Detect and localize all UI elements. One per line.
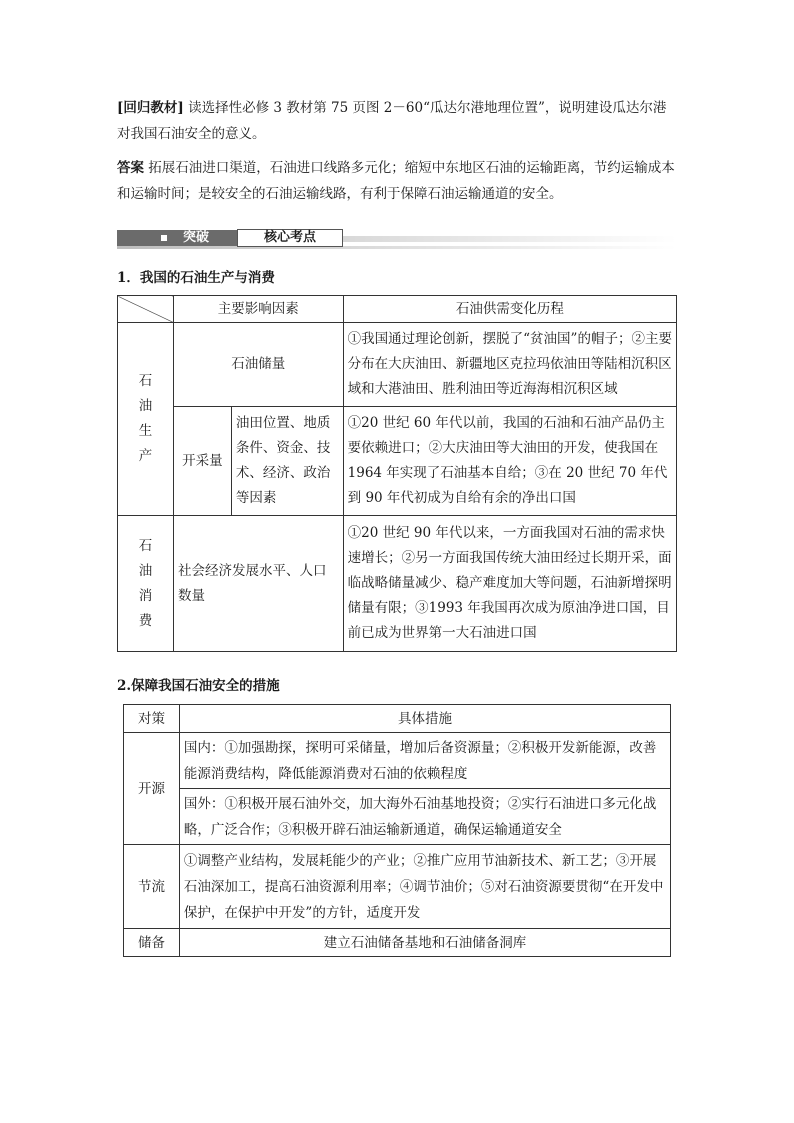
banner-dark-label: 突破	[183, 230, 210, 245]
answer-paragraph	[117, 155, 677, 207]
header-factor: 主要影响因素	[173, 296, 343, 323]
review-text: 读选择性必修 3 教材第 75 页图 2－60“瓜达尔港地理位置”，说明建设瓜达尔港对我国石油安全的意义。	[117, 100, 667, 142]
banner-light-label: 核心考点	[237, 229, 343, 247]
measures-open-foreign: 国外：①积极开展石油外交，加大海外石油基地投资；②实行石油进口多元化战略，广泛合作；③积极开辟石油运输新通道，确保运输通道安全	[179, 789, 670, 845]
header-measures: 具体措施	[179, 705, 670, 733]
heading-oil-production-consumption: 1．我国的石油生产与消费	[117, 270, 275, 286]
header-policy: 对策	[124, 705, 180, 733]
policy-save: 节流	[124, 845, 180, 929]
oil-production-consumption-table	[117, 295, 677, 652]
table-row	[118, 323, 677, 407]
review-paragraph	[117, 95, 677, 147]
heading-oil-security: 2.保障我国石油安全的措施	[117, 678, 280, 694]
table-row	[124, 705, 671, 733]
review-tag: [回归教材]	[117, 100, 184, 116]
history-consumption: ①20 世纪 90 年代以来，一方面我国对石油的需求快速增长；②另一方面我国传统大油田经过长期开采，面临战略储量减少、稳产难度加大等问题，石油新增探明储量有限；③1993 年我国再次成为原油净进口国，目前已成为世界第一大石油进口国	[343, 516, 676, 652]
banner-rule	[343, 236, 677, 242]
measures-open-domestic: 国内：①加强勘探，探明可采储量，增加后备资源量；②积极开发新能源，改善能源消费结构，降低能源消费对石油的依赖程度	[179, 733, 670, 789]
row-label-consumption: 石油消费	[118, 516, 174, 652]
oil-security-measures-table	[123, 704, 671, 957]
section-banner	[117, 228, 677, 248]
banner-underline	[117, 246, 677, 249]
measures-save: ①调整产业结构，发展耗能少的产业；②推广应用节油新技术、新工艺；③开展石油深加工，提高石油资源利用率；④调节油价；⑤对石油资源要贯彻“在开发中保护，在保护中开发”的方针，适度开发	[179, 845, 670, 929]
table-row	[124, 845, 671, 929]
factor-reserves: 石油储量	[173, 323, 343, 407]
measures-reserve: 建立石油储备基地和石油储备洞库	[179, 929, 670, 957]
factor-consumption: 社会经济发展水平、人口数量	[173, 516, 343, 652]
table-row	[124, 789, 671, 845]
history-reserves: ①我国通过理论创新，摆脱了“贫油国”的帽子；②主要分布在大庆油田、新疆地区克拉玛依油田等陆相沉积区域和大港油田、胜利油田等近海海相沉积区域	[343, 323, 676, 407]
table-row	[118, 296, 677, 323]
table-row	[118, 407, 677, 516]
row-label-production: 石油生产	[118, 323, 174, 516]
history-output: ①20 世纪 60 年代以前，我国的石油和石油产品仍主要依赖进口；②大庆油田等大油田的开发，使我国在 1964 年实现了石油基本自给；③在 20 世纪 70 年代到 90 年代初成为自给有余的净出口国	[343, 407, 676, 516]
square-bullet-icon	[161, 235, 167, 241]
policy-reserve: 储备	[124, 929, 180, 957]
answer-tag: 答案	[117, 160, 144, 176]
table-row	[118, 516, 677, 652]
diagonal-corner-cell	[118, 296, 174, 323]
factor-output-detail: 油田位置、地质条件、资金、技术、经济、政治等因素	[231, 407, 343, 516]
banner-dark-block	[117, 230, 237, 246]
policy-open: 开源	[124, 733, 180, 845]
answer-text: 拓展石油进口渠道，石油进口线路多元化；缩短中东地区石油的运输距离，节约运输成本和运输时间；是较安全的石油运输线路，有利于保障石油运输通道的安全。	[117, 160, 675, 202]
factor-output: 开采量	[173, 407, 231, 516]
table-row	[124, 733, 671, 789]
header-history: 石油供需变化历程	[343, 296, 676, 323]
table-row	[124, 929, 671, 957]
